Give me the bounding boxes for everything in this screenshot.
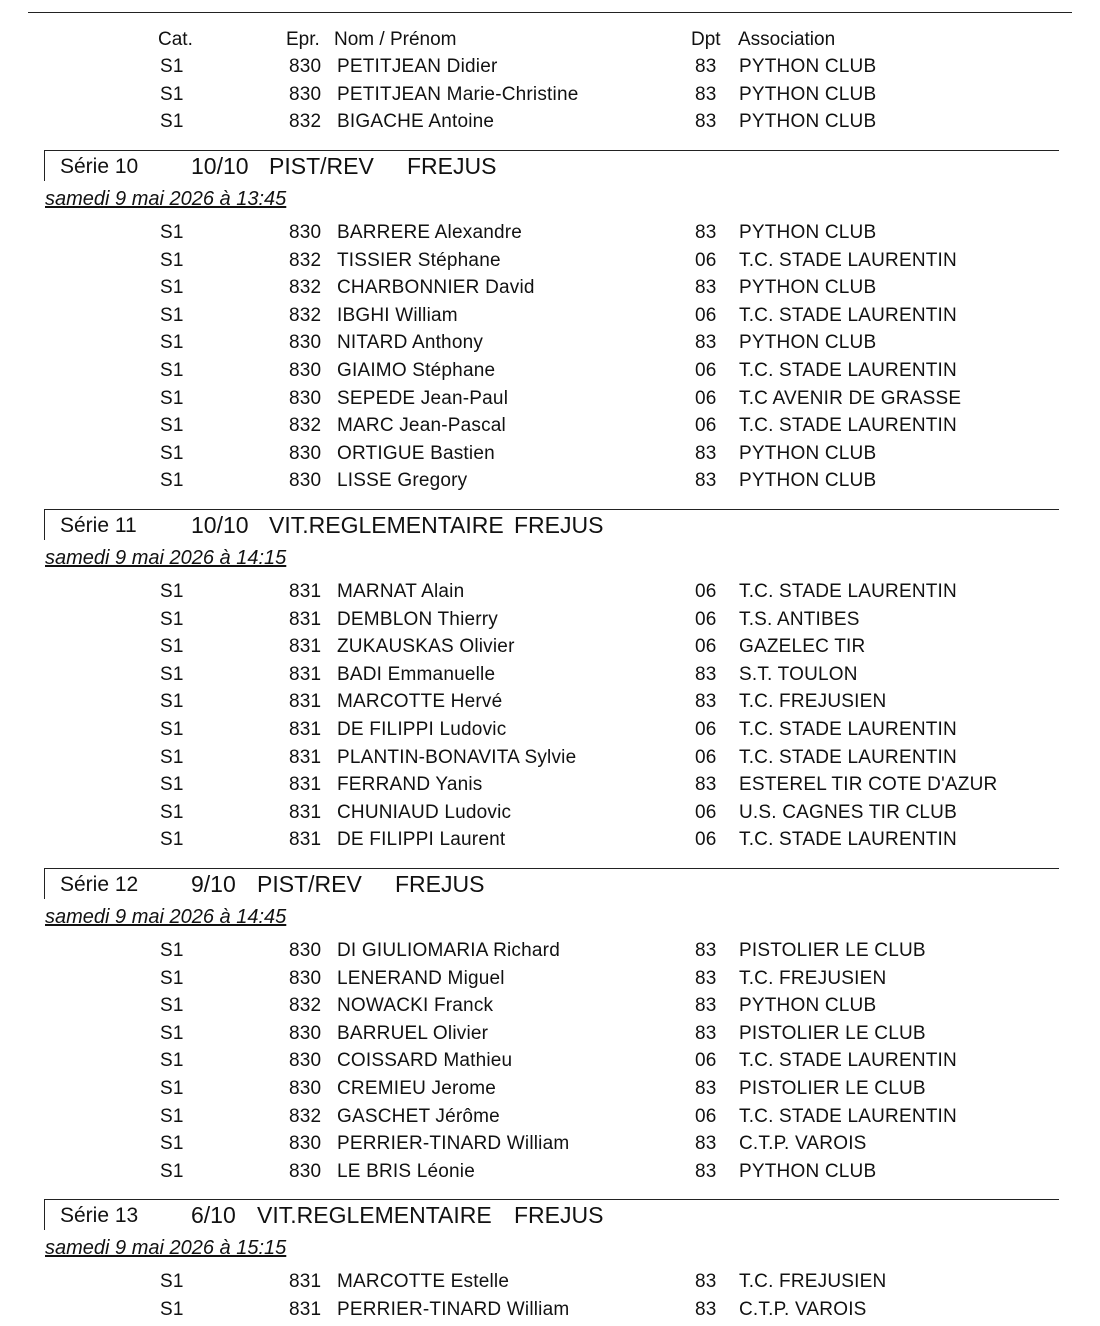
cell-name: CHARBONNIER David — [337, 277, 535, 299]
cell-category: S1 — [160, 1050, 184, 1072]
cell-name: DE FILIPPI Laurent — [337, 829, 506, 851]
cell-name: IBGHI William — [337, 304, 458, 326]
cell-name: FERRAND Yanis — [337, 774, 483, 796]
cell-category: S1 — [160, 83, 184, 105]
cell-event-code: 830 — [289, 1078, 322, 1099]
series-event: VIT.REGLEMENTAIRE — [257, 1202, 492, 1228]
table-row — [0, 222, 1100, 249]
cell-department: 83 — [695, 1022, 717, 1044]
cell-department: 83 — [695, 663, 717, 685]
cell-name: LISSE Gregory — [337, 470, 468, 492]
cell-category: S1 — [160, 387, 184, 409]
cell-department: 83 — [695, 774, 717, 796]
cell-department: 06 — [695, 608, 717, 630]
header-nom: Nom / Prénom — [334, 29, 457, 50]
cell-name: BARRERE Alexandre — [337, 222, 523, 243]
cell-association: S.T. TOULON — [739, 663, 858, 685]
cell-event-code: 830 — [289, 470, 322, 492]
cell-association: T.C. FREJUSIEN — [739, 1271, 887, 1292]
series-header — [44, 150, 1059, 181]
cell-event-code: 830 — [289, 332, 322, 354]
cell-association: T.C. FREJUSIEN — [739, 967, 887, 989]
cell-department: 06 — [695, 719, 717, 740]
cell-event-code: 830 — [289, 967, 322, 989]
cell-category: S1 — [160, 746, 184, 768]
cell-name: NITARD Anthony — [337, 332, 484, 354]
cell-association: T.C. STADE LAURENTIN — [739, 719, 957, 740]
table-row — [0, 388, 1100, 415]
cell-category: S1 — [160, 995, 184, 1017]
table-row — [0, 415, 1100, 442]
cell-name: PERRIER-TINARD William — [337, 1298, 570, 1320]
cell-event-code: 832 — [289, 304, 322, 326]
series-event: VIT.REGLEMENTAIRE — [269, 512, 504, 538]
cell-name: CREMIEU Jerome — [337, 1078, 497, 1099]
cell-name: PETITJEAN Marie-Christine — [337, 83, 579, 105]
cell-association: T.C. STADE LAURENTIN — [739, 829, 957, 851]
cell-department: 83 — [695, 995, 717, 1017]
cell-association: PYTHON CLUB — [739, 83, 877, 105]
cell-category: S1 — [160, 277, 184, 299]
cell-name: MARC Jean-Pascal — [337, 415, 506, 437]
cell-event-code: 831 — [289, 746, 322, 768]
cell-association: GAZELEC TIR — [739, 636, 866, 658]
cell-department: 06 — [695, 360, 717, 381]
cell-category: S1 — [160, 304, 184, 326]
cell-association: T.C. STADE LAURENTIN — [739, 304, 957, 326]
table-row — [0, 829, 1100, 856]
table-row — [0, 581, 1100, 608]
cell-event-code: 830 — [289, 940, 322, 961]
cell-department: 83 — [695, 470, 717, 492]
cell-association: PISTOLIER LE CLUB — [739, 1022, 926, 1044]
cell-category: S1 — [160, 967, 184, 989]
cell-category: S1 — [160, 111, 184, 133]
series-count: 10/10 — [191, 512, 249, 538]
cell-name: LENERAND Miguel — [337, 967, 505, 989]
series-label: Série 12 — [60, 873, 139, 896]
cell-association: T.C. STADE LAURENTIN — [739, 581, 957, 602]
cell-name: NOWACKI Franck — [337, 995, 494, 1017]
cell-department: 83 — [695, 1078, 717, 1099]
cell-event-code: 831 — [289, 1298, 322, 1320]
series-count: 6/10 — [191, 1202, 236, 1228]
cell-department: 06 — [695, 636, 717, 658]
cell-association: PYTHON CLUB — [739, 332, 877, 354]
cell-event-code: 832 — [289, 995, 322, 1017]
cell-association: T.C. STADE LAURENTIN — [739, 415, 957, 437]
header-asso: Association — [738, 29, 836, 50]
cell-name: PETITJEAN Didier — [337, 56, 498, 77]
cell-category: S1 — [160, 1271, 184, 1292]
cell-association: T.C. STADE LAURENTIN — [739, 1050, 957, 1072]
table-row — [0, 111, 1100, 138]
table-row — [0, 774, 1100, 801]
cell-name: LE BRIS Léonie — [337, 1160, 475, 1182]
cell-name: DE FILIPPI Ludovic — [337, 719, 507, 740]
cell-department: 83 — [695, 83, 717, 105]
series-header — [44, 509, 1059, 540]
table-row — [0, 84, 1100, 111]
cell-department: 83 — [695, 222, 717, 243]
series-event: PIST/REV — [257, 871, 362, 897]
cell-department: 83 — [695, 940, 717, 961]
cell-association: C.T.P. VAROIS — [739, 1133, 867, 1155]
cell-department: 06 — [695, 801, 717, 823]
table-row — [0, 1106, 1100, 1133]
cell-name: BIGACHE Antoine — [337, 111, 495, 133]
header-dpt: Dpt — [691, 29, 721, 50]
cell-association: PYTHON CLUB — [739, 1160, 877, 1182]
cell-category: S1 — [160, 829, 184, 851]
table-row — [0, 609, 1100, 636]
cell-association: ESTEREL TIR COTE D'AZUR — [739, 774, 998, 796]
table-row — [0, 1271, 1100, 1298]
cell-event-code: 831 — [289, 691, 322, 713]
cell-event-code: 830 — [289, 1050, 322, 1072]
table-row — [0, 1078, 1100, 1105]
cell-event-code: 831 — [289, 608, 322, 630]
cell-category: S1 — [160, 691, 184, 713]
cell-category: S1 — [160, 801, 184, 823]
cell-category: S1 — [160, 360, 184, 381]
cell-category: S1 — [160, 1133, 184, 1155]
table-row — [0, 1133, 1100, 1160]
cell-department: 83 — [695, 967, 717, 989]
table-row — [0, 332, 1100, 359]
cell-category: S1 — [160, 719, 184, 740]
table-row — [0, 470, 1100, 497]
cell-event-code: 832 — [289, 111, 322, 133]
cell-category: S1 — [160, 470, 184, 492]
table-row — [0, 664, 1100, 691]
series-event: PIST/REV — [269, 153, 374, 179]
cell-category: S1 — [160, 1160, 184, 1182]
table-row — [0, 305, 1100, 332]
cell-department: 83 — [695, 111, 717, 133]
cell-name: ORTIGUE Bastien — [337, 442, 495, 464]
cell-association: T.C. STADE LAURENTIN — [739, 746, 957, 768]
cell-event-code: 831 — [289, 663, 322, 685]
cell-category: S1 — [160, 249, 184, 271]
cell-name: GIAIMO Stéphane — [337, 360, 496, 381]
cell-event-code: 832 — [289, 249, 322, 271]
cell-association: T.C. STADE LAURENTIN — [739, 1105, 957, 1127]
cell-department: 06 — [695, 1050, 717, 1072]
table-row — [0, 443, 1100, 470]
cell-association: U.S. CAGNES TIR CLUB — [739, 801, 957, 823]
cell-category: S1 — [160, 442, 184, 464]
cell-department: 06 — [695, 746, 717, 768]
cell-department: 83 — [695, 442, 717, 464]
cell-association: PISTOLIER LE CLUB — [739, 1078, 926, 1099]
cell-category: S1 — [160, 332, 184, 354]
cell-event-code: 832 — [289, 415, 322, 437]
cell-category: S1 — [160, 663, 184, 685]
table-row — [0, 691, 1100, 718]
cell-association: PISTOLIER LE CLUB — [739, 940, 926, 961]
top-rule — [28, 12, 1072, 13]
series-place: FREJUS — [395, 871, 485, 897]
cell-event-code: 831 — [289, 636, 322, 658]
cell-association: T.C. FREJUSIEN — [739, 691, 887, 713]
cell-event-code: 831 — [289, 829, 322, 851]
cell-category: S1 — [160, 56, 184, 77]
cell-event-code: 831 — [289, 774, 322, 796]
cell-department: 83 — [695, 691, 717, 713]
cell-department: 06 — [695, 249, 717, 271]
cell-category: S1 — [160, 1298, 184, 1320]
cell-association: T.S. ANTIBES — [739, 608, 860, 630]
cell-department: 83 — [695, 56, 717, 77]
cell-department: 06 — [695, 304, 717, 326]
cell-category: S1 — [160, 222, 184, 243]
header-cat: Cat. — [158, 29, 193, 50]
cell-category: S1 — [160, 636, 184, 658]
series-date: samedi 9 mai 2026 à 15:15 — [45, 1237, 287, 1259]
cell-association: PYTHON CLUB — [739, 277, 877, 299]
cell-name: GASCHET Jérôme — [337, 1105, 500, 1127]
cell-event-code: 830 — [289, 222, 322, 243]
table-row — [0, 1299, 1100, 1326]
header-epr: Epr. — [286, 29, 320, 50]
series-label: Série 11 — [60, 514, 137, 537]
cell-category: S1 — [160, 581, 184, 602]
cell-name: COISSARD Mathieu — [337, 1050, 513, 1072]
cell-name: DI GIULIOMARIA Richard — [337, 940, 560, 961]
cell-department: 83 — [695, 1133, 717, 1155]
cell-name: MARNAT Alain — [337, 581, 465, 602]
cell-association: PYTHON CLUB — [739, 222, 877, 243]
cell-association: PYTHON CLUB — [739, 56, 877, 77]
cell-department: 06 — [695, 415, 717, 437]
cell-department: 83 — [695, 1298, 717, 1320]
table-row — [0, 719, 1100, 746]
cell-name: BADI Emmanuelle — [337, 663, 496, 685]
cell-department: 83 — [695, 332, 717, 354]
series-header — [44, 1199, 1059, 1230]
cell-event-code: 832 — [289, 1105, 322, 1127]
cell-name: BARRUEL Olivier — [337, 1022, 489, 1044]
series-place: FREJUS — [407, 153, 497, 179]
cell-event-code: 830 — [289, 1160, 322, 1182]
table-row — [0, 1023, 1100, 1050]
cell-association: C.T.P. VAROIS — [739, 1298, 867, 1320]
cell-name: PLANTIN-BONAVITA Sylvie — [337, 746, 577, 768]
cell-name: MARCOTTE Hervé — [337, 691, 503, 713]
cell-event-code: 830 — [289, 1133, 322, 1155]
cell-department: 06 — [695, 1105, 717, 1127]
cell-event-code: 831 — [289, 719, 322, 740]
series-date: samedi 9 mai 2026 à 14:15 — [45, 547, 287, 569]
cell-department: 06 — [695, 387, 717, 409]
cell-association: PYTHON CLUB — [739, 442, 877, 464]
cell-event-code: 830 — [289, 442, 322, 464]
cell-category: S1 — [160, 940, 184, 961]
cell-department: 83 — [695, 1160, 717, 1182]
series-count: 10/10 — [191, 153, 249, 179]
series-date: samedi 9 mai 2026 à 14:45 — [45, 906, 287, 928]
table-row — [0, 636, 1100, 663]
cell-association: PYTHON CLUB — [739, 995, 877, 1017]
cell-event-code: 831 — [289, 801, 322, 823]
cell-event-code: 830 — [289, 83, 322, 105]
cell-name: ZUKAUSKAS Olivier — [337, 636, 515, 658]
cell-category: S1 — [160, 415, 184, 437]
cell-event-code: 831 — [289, 581, 322, 602]
series-label: Série 10 — [60, 155, 139, 178]
cell-category: S1 — [160, 774, 184, 796]
table-row — [0, 968, 1100, 995]
cell-event-code: 830 — [289, 387, 322, 409]
series-date: samedi 9 mai 2026 à 13:45 — [45, 188, 287, 210]
cell-event-code: 830 — [289, 360, 322, 381]
table-row — [0, 995, 1100, 1022]
series-header — [44, 868, 1059, 899]
cell-association: PYTHON CLUB — [739, 111, 877, 133]
series-label: Série 13 — [60, 1204, 139, 1227]
table-row — [0, 1161, 1100, 1188]
cell-department: 06 — [695, 581, 717, 602]
cell-name: DEMBLON Thierry — [337, 608, 499, 630]
cell-department: 83 — [695, 277, 717, 299]
series-count: 9/10 — [191, 871, 236, 897]
cell-category: S1 — [160, 1078, 184, 1099]
cell-name: SEPEDE Jean-Paul — [337, 387, 509, 409]
cell-name: TISSIER Stéphane — [337, 249, 501, 271]
cell-event-code: 830 — [289, 56, 322, 77]
cell-department: 83 — [695, 1271, 717, 1292]
series-place: FREJUS — [514, 512, 604, 538]
table-row — [0, 802, 1100, 829]
cell-name: CHUNIAUD Ludovic — [337, 801, 512, 823]
cell-name: PERRIER-TINARD William — [337, 1133, 570, 1155]
cell-category: S1 — [160, 1022, 184, 1044]
series-place: FREJUS — [514, 1202, 604, 1228]
cell-association: PYTHON CLUB — [739, 470, 877, 492]
cell-department: 06 — [695, 829, 717, 851]
cell-event-code: 831 — [289, 1271, 322, 1292]
cell-name: MARCOTTE Estelle — [337, 1271, 510, 1292]
table-row — [0, 940, 1100, 967]
cell-event-code: 832 — [289, 277, 322, 299]
table-row — [0, 250, 1100, 277]
table-row — [0, 277, 1100, 304]
table-row — [0, 747, 1100, 774]
cell-association: T.C. STADE LAURENTIN — [739, 249, 957, 271]
table-row — [0, 56, 1100, 83]
table-row — [0, 360, 1100, 387]
cell-association: T.C. STADE LAURENTIN — [739, 360, 957, 381]
cell-category: S1 — [160, 608, 184, 630]
cell-event-code: 830 — [289, 1022, 322, 1044]
cell-category: S1 — [160, 1105, 184, 1127]
cell-association: T.C AVENIR DE GRASSE — [739, 387, 962, 409]
table-row — [0, 1050, 1100, 1077]
